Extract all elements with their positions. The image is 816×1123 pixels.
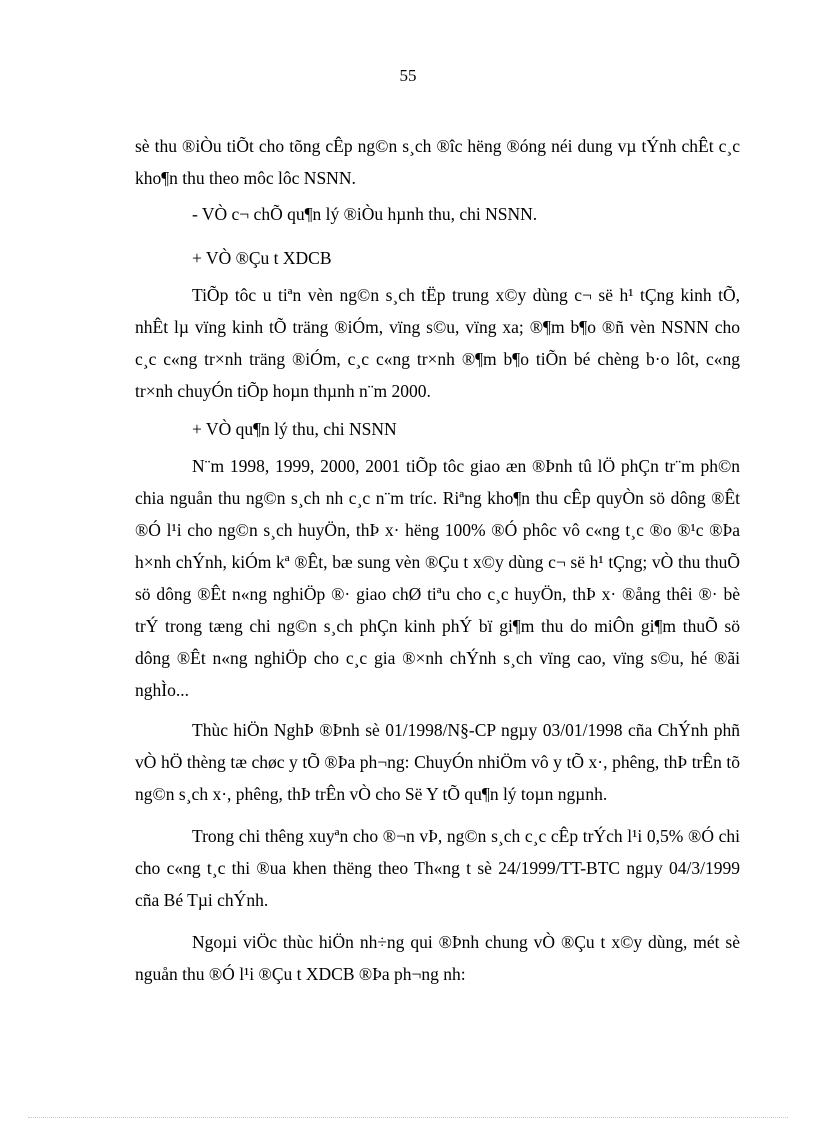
paragraph-3: + VÒ ®Çu t XDCB [192,248,332,268]
paragraph-2: - VÒ c¬ chÕ qu¶n lý ®iÒu hµnh thu, chi NSNN. [192,204,538,224]
page-number: 55 [399,66,417,85]
paragraph-4: TiÕp tôc u tiªn vèn ng©n s¸ch tËp trung x©y dùng c¬ së h¹ tÇng kinh tÕ, nhÊt lµ vïng kinh tÕ träng ®iÓm, vïng s©u, vïng xa; ®¶m b¶o ®ñ vèn NSNN cho c¸c c«ng tr×nh träng ®iÓm, c¸c c«ng tr×nh ®¶m b¶o tiÕn bé chèng b·o lôt, c«ng tr×nh chuyÓn tiÕp hoµn thµnh n¨m 2000. [135,285,740,401]
page-bottom-divider [28,1117,788,1118]
paragraph-5: + VÒ qu¶n lý thu, chi NSNN [192,419,397,439]
paragraph-7: Thùc hiÖn NghÞ ®Þnh sè 01/1998/N§-CP ngµy 03/01/1998 cña ChÝnh phñ vÒ hÖ thèng tæ chøc y tÕ ®Þa ph¬ng: ChuyÓn nhiÖm vô y tÕ x·, phêng, thÞ trÊn tõ ng©n s¸ch x·, phêng, thÞ trÊn vÒ cho Së Y tÕ qu¶n lý toµn ngµnh. [135,720,740,804]
paragraph-1: sè thu ®iÒu tiÕt cho tõng cÊp ng©n s¸ch ®îc hëng ®óng néi dung vµ tÝnh chÊt c¸c kho¶n thu theo môc lôc NSNN. [135,136,740,188]
document-body [135,130,740,990]
paragraph-9: Ngoµi viÖc thùc hiÖn nh÷ng qui ®Þnh chung vÒ ®Çu t x©y dùng, mét sè nguån thu ®Ó l¹i ®Çu t XDCB ®Þa ph¬ng nh: [135,932,740,984]
paragraph-6: N¨m 1998, 1999, 2000, 2001 tiÕp tôc giao æn ®Þnh tû lÖ phÇn tr¨m ph©n chia nguån thu ng©n s¸ch nh c¸c n¨m tríc. Riªng kho¶n thu cÊp quyÒn sö dông ®Êt ®Ó l¹i cho ng©n s¸ch huyÖn, thÞ x· hëng 100% ®Ó phôc vô c«ng t¸c ®o ®¹c ®Þa h×nh chÝnh, kiÓm kª ®Êt, bæ sung vèn ®Çu t x©y dùng c¬ së h¹ tÇng; vÒ thu thuÕ sö dông ®Êt n«ng nghiÖp ®· giao chØ tiªu cho c¸c huyÖn, thÞ x· ®ång thêi ®· bè trÝ trong tæng chi ng©n s¸ch phÇn kinh phÝ bï gi¶m thu do miÔn gi¶m thuÕ sö dông ®Êt n«ng nghiÖp cho c¸c gia ®×nh chÝnh s¸ch vïng cao, vïng s©u, hé ®ãi nghÌo... [135,456,740,700]
paragraph-8: Trong chi thêng xuyªn cho ®¬n vÞ, ng©n s¸ch c¸c cÊp trÝch l¹i 0,5% ®Ó chi cho c«ng t¸c thi ®ua khen thëng theo Th«ng t sè 24/1999/TT-BTC ngµy 04/3/1999 cña Bé Tµi chÝnh. [135,826,740,910]
